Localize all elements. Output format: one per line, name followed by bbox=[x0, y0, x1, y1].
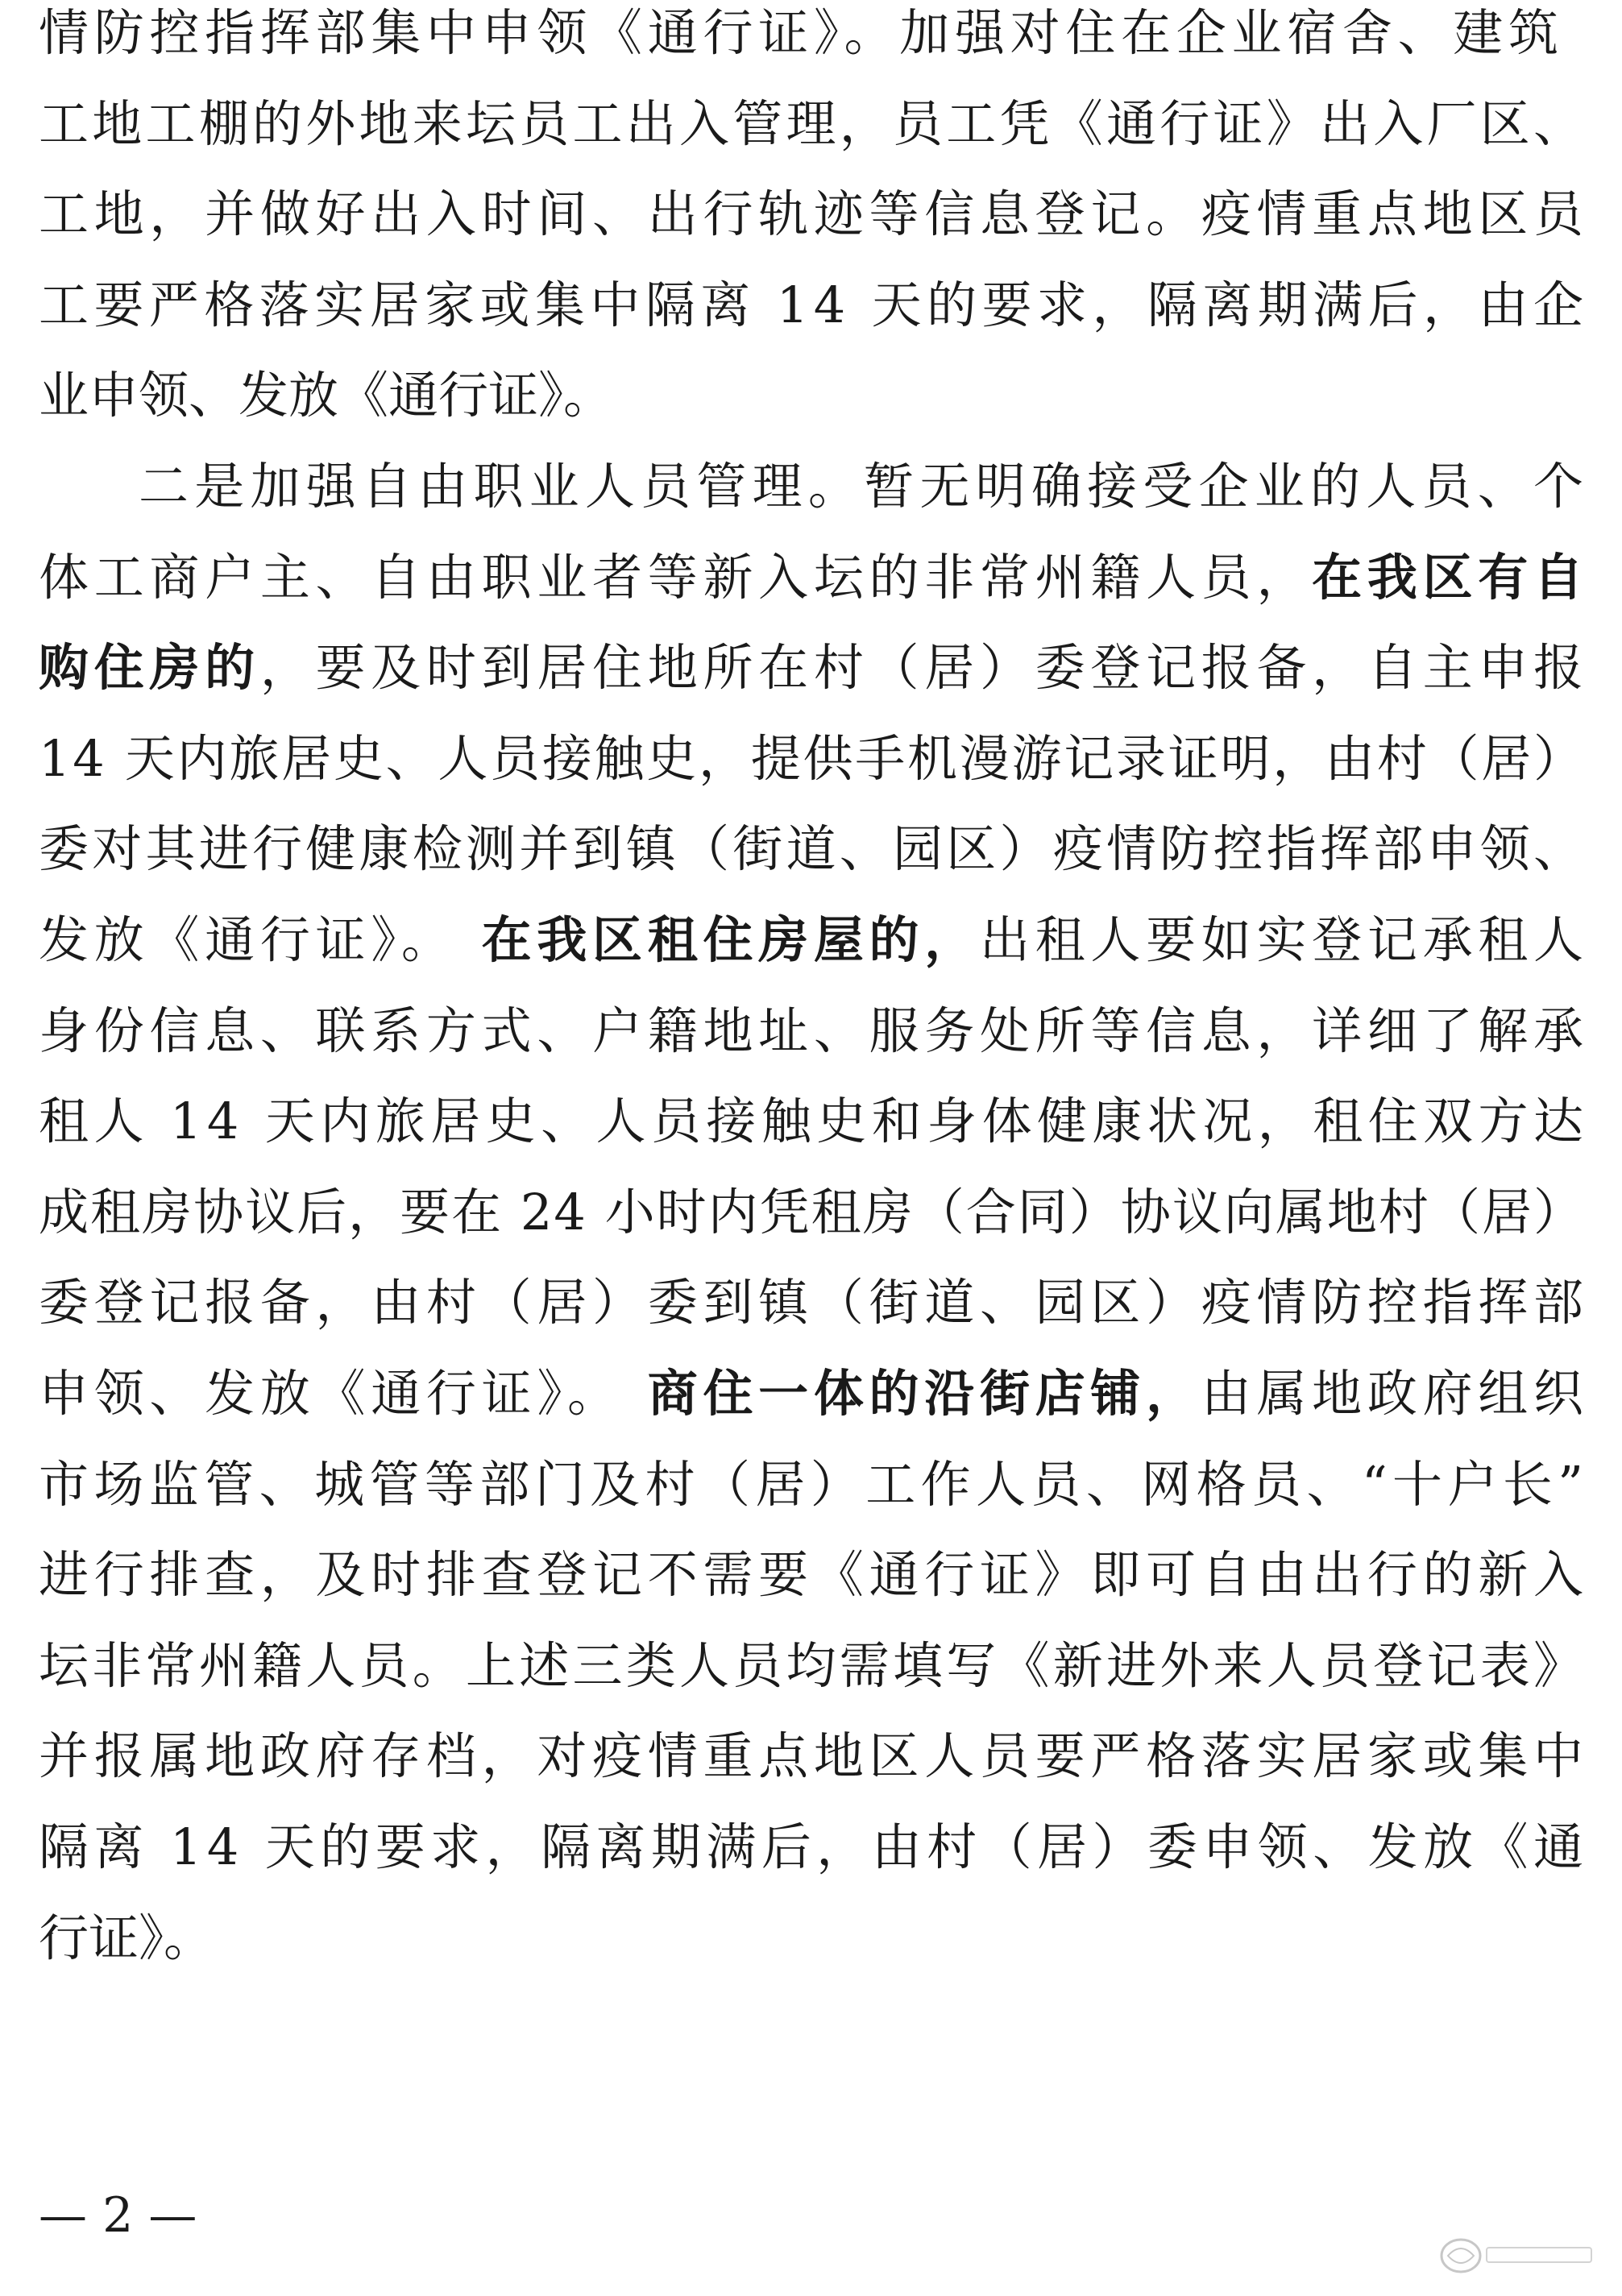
emphasis-text: 在我区租住房屋的， bbox=[481, 910, 980, 969]
body-text-segment: 并报属地政府存档，对疫情重点地区人员要严格落实居家或集中 bbox=[39, 1726, 1589, 1786]
emphasis-text: 商住一体的沿街店铺， bbox=[647, 1364, 1201, 1423]
body-text-segment: 市场监管、城管等部门及村（居）工作人员、网格员、“十户长” bbox=[39, 1454, 1589, 1514]
body-text-segment: 14 天内旅居史、人员接触史，提供手机漫游记录证明，由村（居） bbox=[39, 728, 1586, 788]
body-text-segment: 进行排查，及时排查登记不需要《通行证》即可自由出行的新入 bbox=[39, 1545, 1589, 1605]
body-text-segment: 申领、发放《通行证》。 bbox=[39, 1364, 623, 1423]
body-text-segment: 由属地政府组织 bbox=[1201, 1364, 1589, 1423]
body-text-segment: 出租人要如实登记承租人 bbox=[979, 910, 1589, 969]
page-number: — 2 — bbox=[39, 2187, 197, 2244]
body-text-segment: 委登记报备，由村（居）委到镇（街道、园区）疫情防控指挥部 bbox=[39, 1273, 1589, 1332]
body-text-segment: 身份信息、联系方式、户籍地址、服务处所等信息，详细了解承 bbox=[39, 1001, 1589, 1060]
emphasis-text: 在我区有自 bbox=[1312, 547, 1589, 607]
body-text-segment: 委对其进行健康检测并到镇（街道、园区）疫情防控指挥部申领、 bbox=[39, 819, 1587, 879]
body-text-segment: 隔离 14 天的要求，隔离期满后，由村（居）委申领、发放《通 bbox=[39, 1817, 1589, 1876]
body-text-segment: 情防控指挥部集中申领《通行证》。加强对住在企业宿舍、建筑 bbox=[39, 3, 1564, 62]
emphasis-text: 购住房的 bbox=[39, 638, 260, 698]
body-text-segment: 租人 14 天内旅居史、人员接触史和身体健康状况，租住双方达 bbox=[39, 1092, 1589, 1151]
body-text-segment: 工地工棚的外地来坛员工出入管理，员工凭《通行证》出入厂区、 bbox=[39, 93, 1587, 153]
body-text-segment: 工要严格落实居家或集中隔离 14 天的要求，隔离期满后，由企 bbox=[39, 275, 1589, 334]
body-text-segment: 行证》。 bbox=[39, 1908, 214, 1967]
body-text-segment: 业申领、发放《通行证》。 bbox=[39, 366, 614, 425]
body-text-segment: 工地，并做好出入时间、出行轨迹等信息登记。疫情重点地区员 bbox=[39, 184, 1589, 244]
body-text-segment: ，要及时到居住地所在村（居）委登记报备，自主申报 bbox=[259, 638, 1589, 698]
watermark-logo bbox=[1437, 2230, 1598, 2278]
body-text-segment: 发放《通行证》。 bbox=[39, 910, 457, 969]
body-text-segment: 二是加强自由职业人员管理。暂无明确接受企业的人员、个 bbox=[139, 457, 1590, 516]
body-text-segment: 成租房协议后，要在 24 小时内凭租房（合同）协议向属地村（居） bbox=[39, 1182, 1586, 1241]
body-text-segment: 体工商户主、自由职业者等新入坛的非常州籍人员， bbox=[39, 547, 1313, 607]
body-text-segment: 坛非常州籍人员。上述三类人员均需填写《新进外来人员登记表》 bbox=[39, 1635, 1587, 1695]
